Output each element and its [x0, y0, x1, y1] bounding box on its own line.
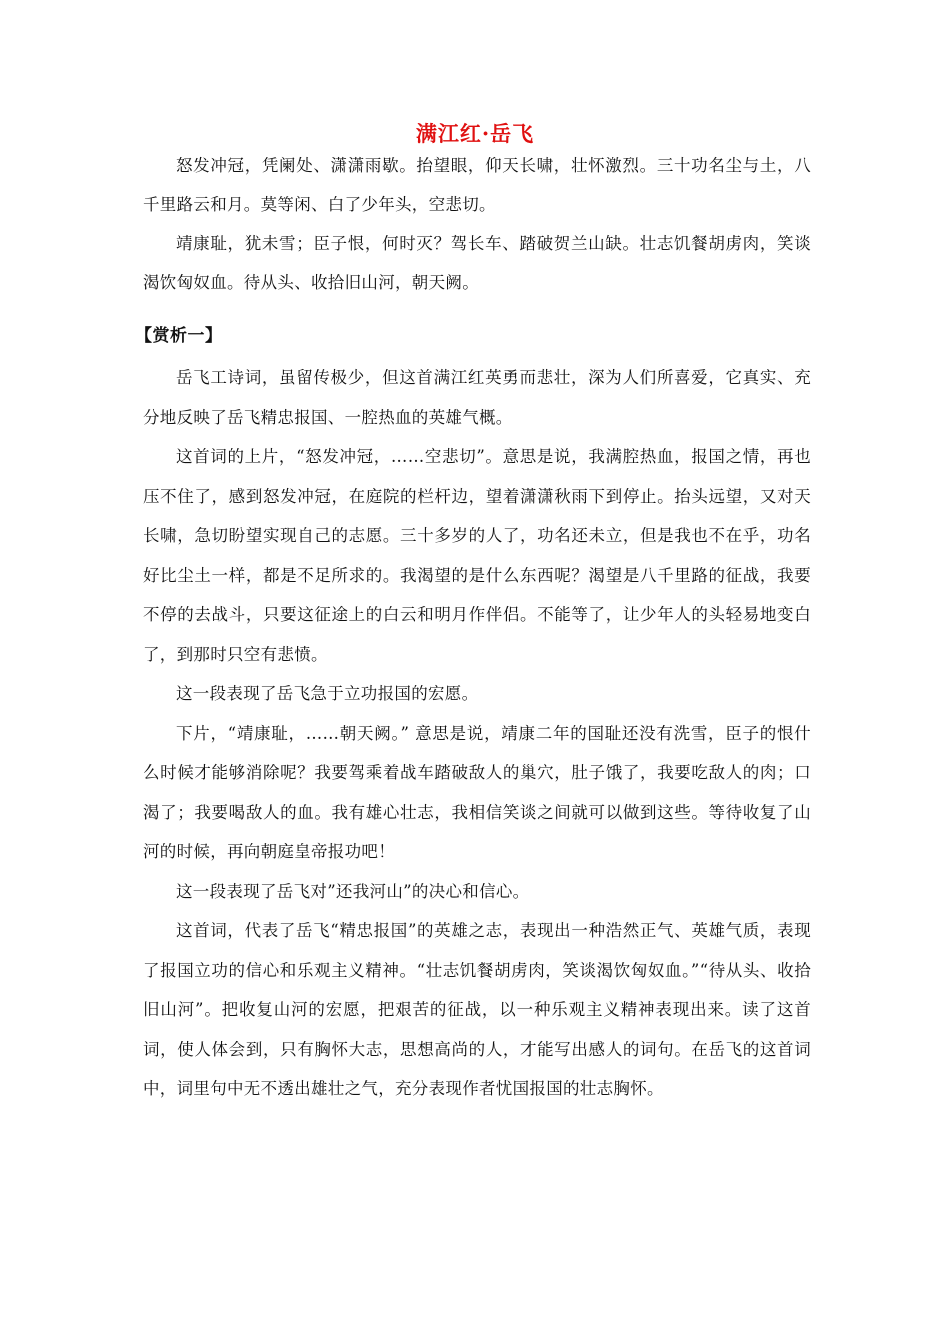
analysis-paragraph-4: 下片，“靖康耻，……朝天阙。” 意思是说，靖康二年的国耻还没有洗雪，臣子的恨什么时候才能够消除呢？我要驾乘着战车踏破敌人的巢穴，肚子饿了，我要吃敌人的肉；口渴了；我要喝敌人的血。我有雄心壮志，我相信笑谈之间就可以做到这些。等待收复了山河的时候，再向朝庭皇帝报功吧！ [143, 723, 811, 861]
poem-stanza-2: 靖康耻，犹未雪；臣子恨，何时灭？驾长车、踏破贺兰山缺。壮志饥餐胡虏肉，笑谈渴饮匈奴血。待从头、收拾旧山河，朝天阙。 [143, 234, 811, 292]
analysis-text [143, 358, 811, 1109]
poem-text [143, 146, 811, 302]
analysis-paragraph-3: 这一段表现了岳飞急于立功报国的宏愿。 [176, 684, 479, 703]
poem-stanza-1: 怒发冲冠，凭阑处、潇潇雨歇。抬望眼，仰天长啸，壮怀激烈。三十功名尘与土，八千里路云和月。莫等闲、白了少年头，空悲切。 [143, 156, 811, 214]
analysis-paragraph-6: 这首词，代表了岳飞“精忠报国”的英雄之志，表现出一种浩然正气、英雄气质，表现了报国立功的信心和乐观主义精神。“壮志饥餐胡虏肉，笑谈渴饮匈奴血。”“待从头、收拾旧山河”。把收复山河的宏愿，把艰苦的征战，以一种乐观主义精神表现出来。读了这首词，使人体会到，只有胸怀大志，思想高尚的人，才能写出感人的词句。在岳飞的这首词中，词里句中无不透出雄壮之气，充分表现作者忧国报国的壮志胸怀。 [143, 921, 811, 1098]
document-title: 满江红·岳飞 [415, 121, 535, 146]
analysis-paragraph-5: 这一段表现了岳飞对”还我河山”的决心和信心。 [176, 881, 530, 901]
analysis-paragraph-2: 这首词的上片，“怒发冲冠，……空悲切”。意思是说，我满腔热血，报国之情，再也压不住了，感到怒发冲冠，在庭院的栏杆边，望着潇潇秋雨下到停止。抬头远望，又对天长啸，急切盼望实现自己的志愿。三十多岁的人了，功名还未立，但是我也不在乎，功名好比尘土一样，都是不足所求的。我渴望的是什么东西呢？渴望是八千里路的征战，我要不停的去战斗，只要这征途上的白云和明月作伴侣。不能等了，让少年人的头轻易地变白了，到那时只空有悲愤。 [143, 447, 811, 664]
analysis-paragraph-1: 岳飞工诗词，虽留传极少，但这首满江红英勇而悲壮，深为人们所喜爱，它真实、充分地反映了岳飞精忠报国、一腔热血的英雄气概。 [143, 368, 811, 427]
section-heading: 【赏析一】 [135, 326, 223, 346]
